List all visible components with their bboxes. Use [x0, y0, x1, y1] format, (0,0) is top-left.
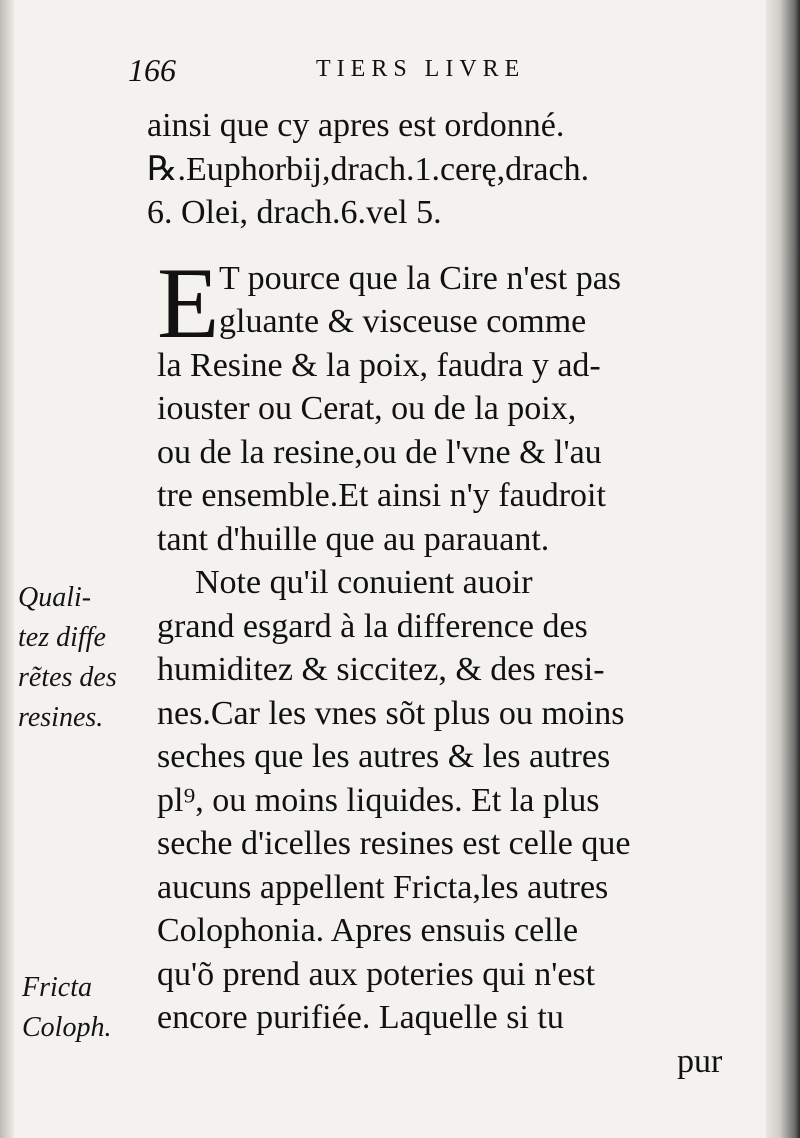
- margin-note-line: rẽtes des: [18, 662, 117, 693]
- page-edge-left: [0, 0, 14, 1138]
- margin-note-line: Coloph.: [22, 1012, 112, 1043]
- margin-note-line: Fricta: [22, 972, 92, 1003]
- main-text-block: [147, 104, 747, 1083]
- paragraph-cire: [147, 246, 747, 562]
- text-line: qu'õ prend aux poteries qui n'est: [157, 955, 596, 993]
- text-line: ou de la resine,ou de l'vne & l'au: [157, 433, 602, 471]
- text-line: grand esgard à la difference des: [157, 607, 588, 645]
- text-line: aucuns appellent Fricta,les autres: [157, 868, 609, 906]
- text-line: Note qu'il conuient auoir: [195, 564, 533, 601]
- drop-cap: E: [157, 246, 220, 360]
- text-line: ℞.Euphorbij,drach.1.cerę,drach.: [147, 150, 590, 188]
- text-line: ainsi que cy apres est ordonné.: [147, 107, 565, 144]
- margin-note-fricta: [22, 968, 111, 1048]
- running-head: TIERS LIVRE: [316, 56, 526, 82]
- text-line: iouster ou Cerat, ou de la poix,: [157, 390, 577, 427]
- margin-note-line: resines.: [18, 702, 104, 733]
- margin-note-line: Quali-: [18, 582, 92, 613]
- text-line: 6. Olei, drach.6.vel 5.: [147, 194, 442, 231]
- text-line: pl⁹, ou moins liquides. Et la plus: [157, 781, 600, 819]
- text-line: encore purifiée. Laquelle si tu: [157, 999, 564, 1036]
- text-line: tre ensemble.Et ainsi n'y faudroit: [157, 477, 606, 514]
- text-line: gluante & visceuse comme: [219, 303, 587, 340]
- text-line: T pource que la Cire n'est pas: [219, 259, 622, 297]
- margin-note-line: tez diffe: [18, 622, 106, 653]
- text-line: humiditez & siccitez, & des resi-: [157, 651, 605, 688]
- text-line: seche d'icelles resines est celle que: [157, 825, 631, 862]
- page-edge-right: [766, 0, 800, 1138]
- page-header: [128, 52, 648, 92]
- recipe-block: [147, 104, 747, 235]
- text-line: nes.Car les vnes sõt plus ou moins: [157, 694, 625, 732]
- catchword: pur: [677, 1042, 723, 1080]
- text-line: seches que les autres & les autres: [157, 738, 611, 775]
- margin-note-qualitez: [18, 578, 117, 738]
- paragraph-gap: [147, 235, 747, 257]
- text-line: tant d'huille que au parauant.: [157, 520, 550, 558]
- page-number: 166: [128, 52, 176, 88]
- text-line: Colophonia. Apres ensuis celle: [157, 912, 579, 949]
- text-line: la Resine & la poix, faudra y ad-: [157, 346, 601, 384]
- paragraph-note: [147, 561, 747, 1083]
